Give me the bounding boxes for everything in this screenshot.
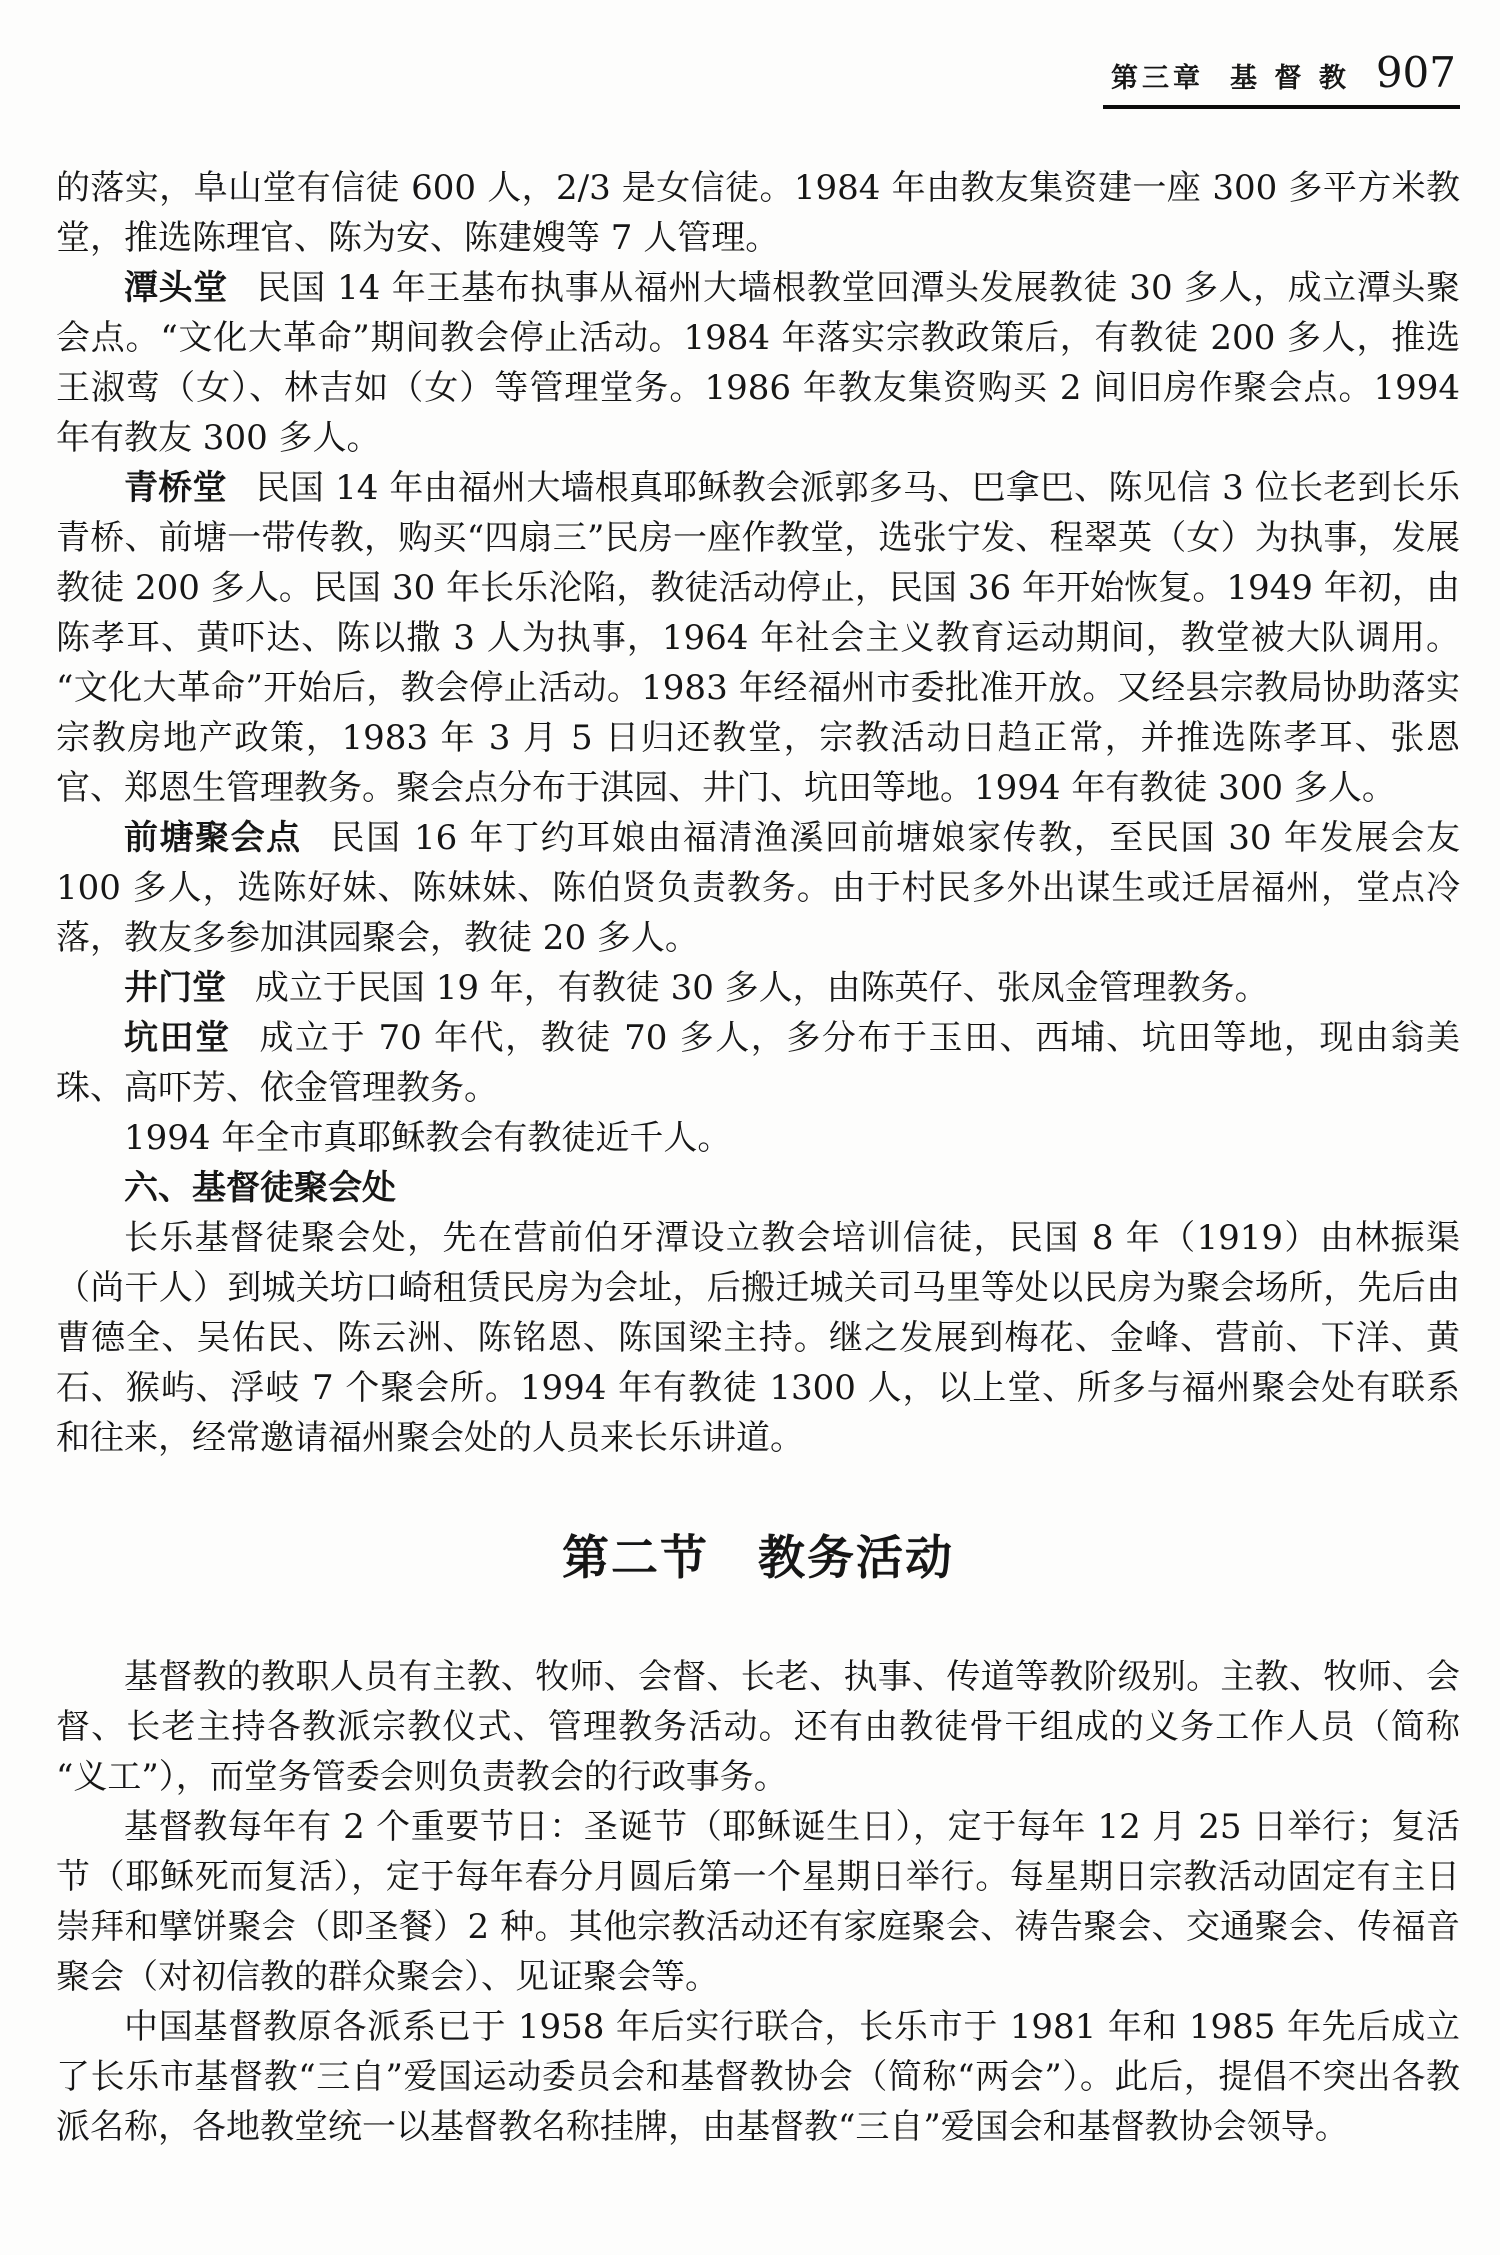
paragraph-true-jesus-total: 1994 年全市真耶稣教会有教徒近千人。 — [124, 1118, 732, 1158]
page-content — [56, 163, 1460, 2152]
section-heading-jiaowu-huodong: 第二节 教务活动 — [562, 1531, 954, 1586]
run-in-head-tantou: 潭头堂 — [124, 268, 228, 308]
paragraph-text: 成立于 70 年代，教徒 70 多人，多分布于玉田、西埔、坑田等地，现由翁美珠、高吓芳、依金管理教务。 — [56, 1018, 1461, 1108]
subsection-heading-christian-assembly: 六、基督徒聚会处 — [124, 1168, 396, 1208]
run-in-head-qiantang: 前塘聚会点 — [124, 818, 302, 858]
page-number: 907 — [1375, 48, 1456, 97]
paragraph-changle-christian-assembly: 长乐基督徒聚会处，先在营前伯牙潭设立教会培训信徒，民国 8 年（1919）由林振渠（尚干人）到城关坊口崎租赁民房为会址，后搬迁城关司马里等处以民房为聚会场所，先后由曹德全、吴佑民、陈云洲、陈铭恩、陈国梁主持。继之发展到梅花、金峰、营前、下洋、黄石、猴屿、浮岐 7 个聚会所。1994 年有教徒 1300 人，以上堂、所多与福州聚会处有联系和往来，经常邀请福州聚会处的人员来长乐讲道。 — [56, 1218, 1460, 1458]
paragraph-qingqiao-church — [56, 463, 1460, 813]
paragraph-tantou-church — [56, 263, 1460, 463]
paragraph-qiantang-meeting-point — [56, 813, 1460, 963]
paragraph-jingmen-church — [56, 963, 1460, 1013]
chapter-title: 基 督 教 — [1230, 63, 1350, 94]
page-header — [56, 48, 1460, 109]
paragraph-text: 民国 14 年由福州大墙根真耶稣教会派郭多马、巴拿巴、陈见信 3 位长老到长乐青桥、前塘一带传教，购买“四扇三”民房一座作教堂，选张宁发、程翠英（女）为执事，发展教徒 200 多人。民国 30 年长乐沦陷，教徒活动停止，民国 36 年开始恢复。1949 年初，由陈孝耳、黄吓达、陈以撒 3 人为执事，1964 年社会主义教育运动期间，教堂被大队调用。“文化大革命”开始后，教会停止活动。1983 年经福州市委批准开放。又经县宗教局协助落实宗教房地产政策，1983 年 3 月 5 日归还教堂，宗教活动日趋正常，并推选陈孝耳、张恩官、郑恩生管理教务。聚会点分布于淇园、井门、坑田等地。1994 年有教徒 300 多人。 — [56, 468, 1461, 808]
paragraph-kengtian-church — [56, 1013, 1460, 1113]
run-in-head-jingmen: 井门堂 — [124, 968, 226, 1008]
run-in-head-qingqiao: 青桥堂 — [124, 468, 227, 508]
run-in-head-kengtian: 坑田堂 — [124, 1018, 231, 1058]
section-paragraph-three-self-union: 中国基督教原各派系已于 1958 年后实行联合，长乐市于 1981 年和 1985 年先后成立了长乐市基督教“三自”爱国运动委员会和基督教协会（简称“两会”）。此后，提倡不突出各教派名称，各地教堂统一以基督教名称挂牌，由基督教“三自”爱国会和基督教协会领导。 — [56, 2007, 1460, 2147]
paragraph-text: 成立于民国 19 年，有教徒 30 多人，由陈英仔、张凤金管理教务。 — [254, 968, 1269, 1008]
chapter-label: 第三章 — [1111, 63, 1205, 94]
section-paragraph-festivals: 基督教每年有 2 个重要节日：圣诞节（耶稣诞生日），定于每年 12 月 25 日举行；复活节（耶稣死而复活），定于每年春分月圆后第一个星期日举行。每星期日宗教活动固定有主日崇拜和擘饼聚会（即圣餐）2 种。其他宗教活动还有家庭聚会、祷告聚会、交通聚会、传福音聚会（对初信教的群众聚会）、见证聚会等。 — [56, 1807, 1460, 1997]
section-paragraph-clergy-ranks: 基督教的教职人员有主教、牧师、会督、长老、执事、传道等教阶级别。主教、牧师、会督、长老主持各教派宗教仪式、管理教务活动。还有由教徒骨干组成的义务工作人员（简称“义工”），而堂务管委会则负责教会的行政事务。 — [56, 1657, 1460, 1797]
paragraph-fushan-continuation: 的落实，阜山堂有信徒 600 人，2/3 是女信徒。1984 年由教友集资建一座 300 多平方米教堂，推选陈理官、陈为安、陈建嫂等 7 人管理。 — [56, 168, 1460, 258]
header-rule — [1103, 48, 1460, 109]
paragraph-text: 民国 14 年王基布执事从福州大墙根教堂回潭头发展教徒 30 多人，成立潭头聚会点。“文化大革命”期间教会停止活动。1984 年落实宗教政策后，有教徒 200 多人，推选王淑莺（女）、林吉如（女）等管理堂务。1986 年教友集资购买 2 间旧房作聚会点。1994 年有教友 300 多人。 — [56, 268, 1460, 458]
paragraph-text: 民国 16 年丁约耳娘由福清渔溪回前塘娘家传教，至民国 30 年发展会友 100 多人，选陈好妹、陈妹妹、陈伯贤负责教务。由于村民多外出谋生或迁居福州，堂点冷落，教友多参加淇园聚会，教徒 20 多人。 — [56, 818, 1460, 958]
